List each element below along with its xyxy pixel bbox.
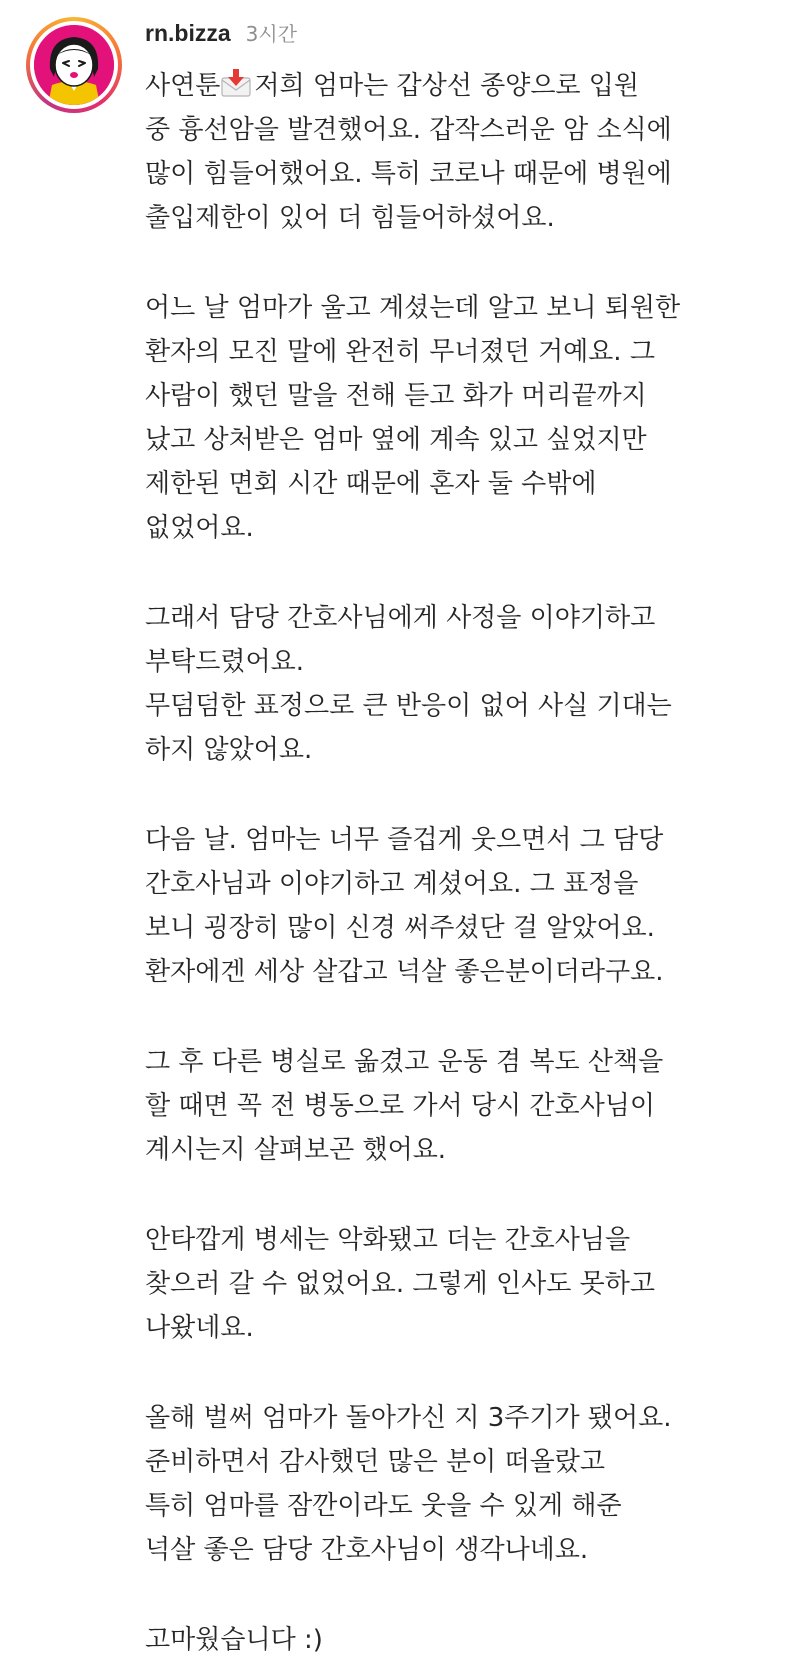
comment-line: 보니 굉장히 많이 신경 써주셨단 걸 알았어요. bbox=[145, 913, 655, 943]
comment-line: 어느 날 엄마가 울고 계셨는데 알고 보니 퇴원한 bbox=[145, 293, 681, 323]
comment-line: 났고 상처받은 엄마 옆에 계속 있고 싶었지만 bbox=[145, 425, 647, 455]
comment-paragraph bbox=[145, 818, 785, 994]
comment-paragraph bbox=[145, 596, 785, 772]
avatar-story-ring[interactable] bbox=[26, 17, 122, 113]
comment-header bbox=[145, 18, 297, 54]
comment-prefix: 사연툰 bbox=[145, 71, 221, 101]
comment-line: 환자에겐 세상 살갑고 넉살 좋은분이더라구요. bbox=[145, 957, 664, 987]
comment-body bbox=[145, 64, 785, 1662]
comment-line: 나왔네요. bbox=[145, 1313, 254, 1343]
comment-line: 없었어요. bbox=[145, 513, 254, 543]
comment-line: 중 흉선암을 발견했어요. 갑작스러운 암 소식에 bbox=[145, 115, 672, 145]
comment-line: 그 후 다른 병실로 옮겼고 운동 겸 복도 산책을 bbox=[145, 1047, 664, 1077]
comment-line: 특히 엄마를 잠깐이라도 웃을 수 있게 해준 bbox=[145, 1491, 622, 1521]
comment-line: 찾으러 갈 수 없었어요. 그렇게 인사도 못하고 bbox=[145, 1269, 655, 1299]
comment-paragraph bbox=[145, 286, 785, 550]
comment-paragraph bbox=[145, 1618, 785, 1662]
comment-line bbox=[145, 64, 785, 108]
comment-line: 무덤덤한 표정으로 큰 반응이 없어 사실 기대는 bbox=[145, 691, 672, 721]
comment-paragraph bbox=[145, 64, 785, 240]
incoming-envelope-icon bbox=[220, 68, 252, 98]
comment-line: 고마웠습니다 :) bbox=[145, 1625, 323, 1655]
comment-line-text: 저희 엄마는 갑상선 종양으로 입원 bbox=[254, 71, 640, 101]
comment-paragraph bbox=[145, 1040, 785, 1172]
comment-line: 부탁드렸어요. bbox=[145, 647, 304, 677]
comment-line: 준비하면서 감사했던 많은 분이 떠올랐고 bbox=[145, 1447, 606, 1477]
comment-line: 출입제한이 있어 더 힘들어하셨어요. bbox=[145, 203, 555, 233]
cartoon-face-avatar-icon bbox=[34, 25, 114, 105]
avatar[interactable] bbox=[34, 25, 114, 105]
comment-line: 할 때면 꼭 전 병동으로 가서 당시 간호사님이 bbox=[145, 1091, 655, 1121]
comment-line: 다음 날. 엄마는 너무 즐겁게 웃으면서 그 담당 bbox=[145, 825, 664, 855]
comment-line: 넉살 좋은 담당 간호사님이 생각나네요. bbox=[145, 1535, 589, 1565]
comment-line: 계시는지 살펴보곤 했어요. bbox=[145, 1135, 447, 1165]
comment-line: 사람이 했던 말을 전해 듣고 화가 머리끝까지 bbox=[145, 381, 647, 411]
username-link[interactable]: rn.bizza bbox=[145, 20, 231, 46]
comment-line: 제한된 면회 시간 때문에 혼자 둘 수밖에 bbox=[145, 469, 597, 499]
avatar-gap bbox=[30, 21, 118, 109]
comment-line: 올해 벌써 엄마가 돌아가신 지 3주기가 됐어요. bbox=[145, 1403, 672, 1433]
comment-line: 안타깝게 병세는 악화됐고 더는 간호사님을 bbox=[145, 1225, 631, 1255]
comment-line: 환자의 모진 말에 완전히 무너졌던 거예요. 그 bbox=[145, 337, 655, 367]
comment-line: 하지 않았어요. bbox=[145, 735, 313, 765]
comment-line: 많이 힘들어했어요. 특히 코로나 때문에 병원에 bbox=[145, 159, 672, 189]
comment-line: 간호사님과 이야기하고 계셨어요. 그 표정을 bbox=[145, 869, 639, 899]
comment-timestamp: 3시간 bbox=[245, 22, 297, 46]
comment-line: 그래서 담당 간호사님에게 사정을 이야기하고 bbox=[145, 603, 656, 633]
comment-paragraph bbox=[145, 1218, 785, 1350]
comment-paragraph bbox=[145, 1396, 785, 1572]
